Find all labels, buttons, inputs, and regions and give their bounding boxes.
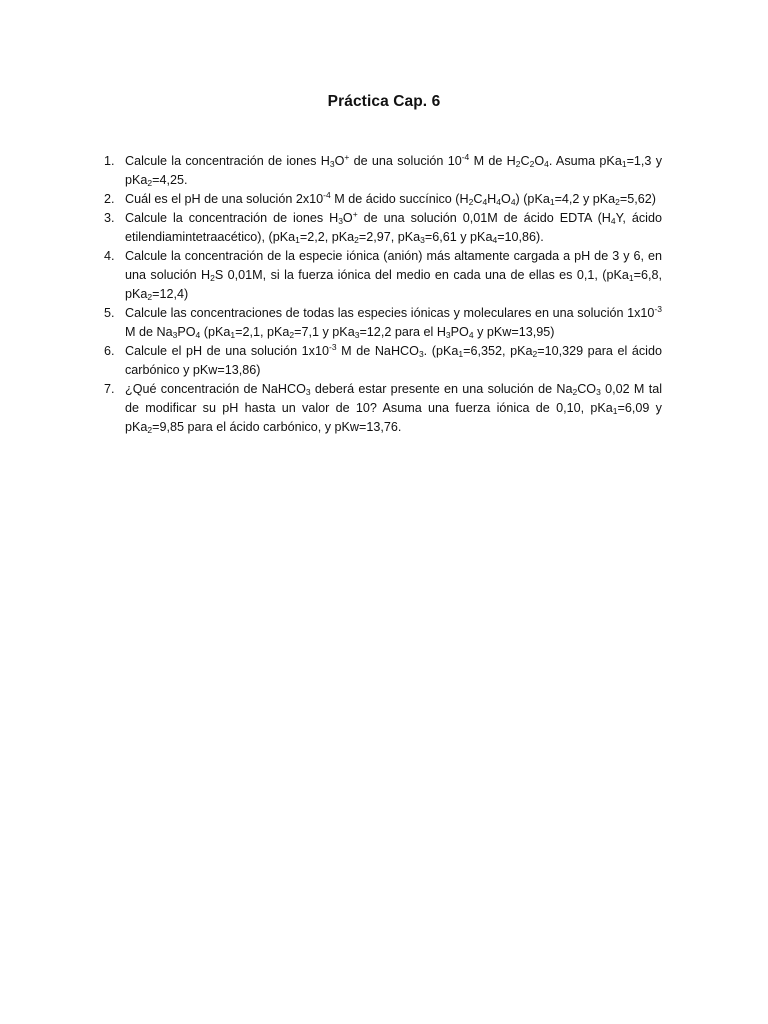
problem-text: ¿Qué concentración de NaHCO$_3$ deberá estar presente en una solución de $Na_2CO_3$ 0,02 M tal de modificar su pH hasta un valor de 10? Asuma una fuerza iónica de 0,10, pKa$_1$=6,09 y pKa$_2$=9,85 para el ácido carbónico, y pKw=13,76. [125, 382, 662, 435]
problem-text: Calcule las concentraciones de todas las especies iónicas y moleculares en una solución $1x10^{-3}$ M de $Na_3PO_4$ (pKa$_1$=2,1, pKa$_2$=7,1 y pKa$_3$=12,2 para el $H_3PO_4$ y pKw=13,95) [125, 304, 662, 340]
problem-text: Calcule la concentración de la especie iónica (anión) más altamente cargada a pH de 3 y 6, en una solución $H_2S$ 0,01M, si la fuerza iónica del medio en cada una de ellas es 0,1, (pKa$_1$=6,8, pKa$_2$=12,4) [125, 249, 662, 302]
problem-item [104, 209, 662, 247]
problem-number: 5. [104, 306, 115, 320]
problem-item [104, 247, 662, 304]
problem-number: 1. [104, 154, 115, 168]
problem-number: 4. [104, 249, 115, 263]
problem-item [104, 304, 662, 342]
problem-number: 7. [104, 382, 115, 396]
problem-item [104, 342, 662, 380]
page-title: Práctica Cap. 6 [327, 93, 441, 110]
problem-number: 6. [104, 344, 115, 358]
problem-text: Calcule la concentración de iones $H_3O^+$ de una solución $10^{-4}$ M de $H_2C_2O_4$. Asuma pKa$_1$=1,3 y pKa$_2$=4,25. [125, 152, 663, 188]
problem-item [104, 190, 662, 209]
problem-number: 2. [104, 192, 115, 206]
problem-text: Calcule el pH de una solución $1x10^{-3}$ M de NaHCO$_3$. (pKa$_1$=6,352, pKa$_2$=10,329 para el ácido carbónico y pKw=13,86) [125, 342, 662, 377]
problem-list [104, 152, 662, 437]
problem-text: Cuál es el pH de una solución $2x10^{-4}$ M de ácido succínico $(H_2C_4H_4O_4)$ (pKa$_1$=4,2 y pKa$_2$=5,62) [125, 190, 656, 207]
problem-item [104, 152, 662, 190]
problem-number: 3. [104, 211, 115, 225]
problem-item [104, 380, 662, 437]
problem-text: Calcule la concentración de iones $H_3O^+$ de una solución 0,01M de ácido EDTA ($H_4Y$, ácido etilendiamintetraacético), (pKa$_1$=2,2, pKa$_2$=2,97, pKa$_3$=6,61 y pKa$_4$=10,86). [125, 209, 662, 245]
